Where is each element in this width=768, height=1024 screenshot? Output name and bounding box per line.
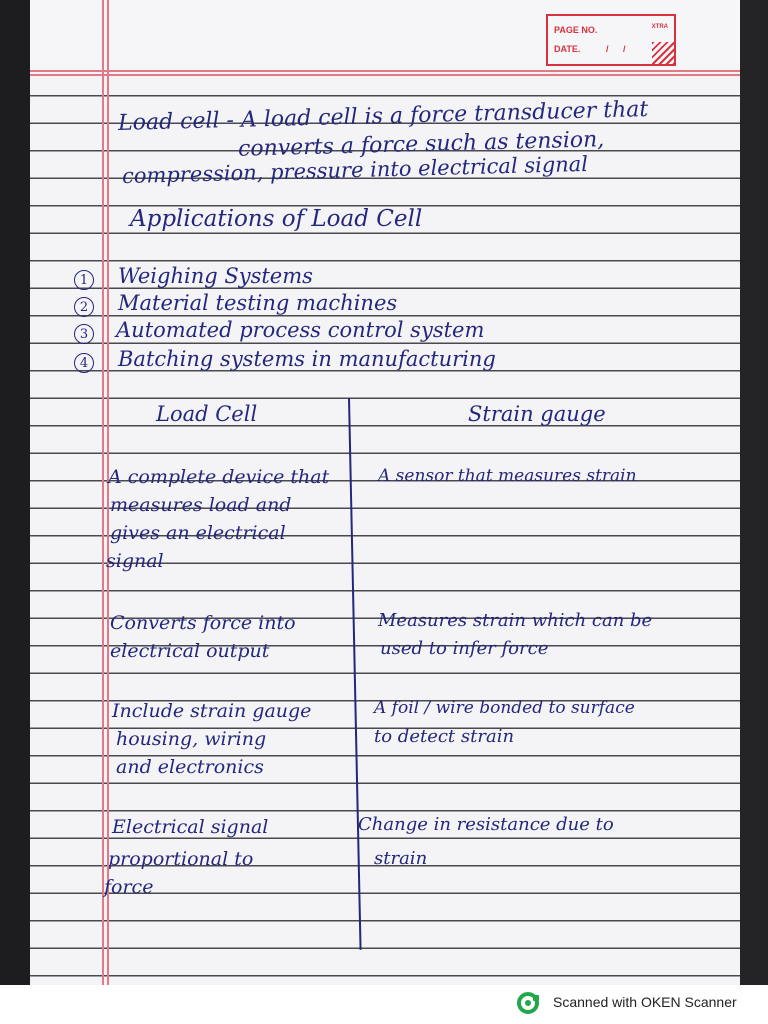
header-line [30, 70, 740, 72]
load-cell-cell-line: Electrical signal [112, 816, 269, 838]
scanner-watermark-text: Scanned with OKEN Scanner [553, 994, 737, 1010]
load-cell-cell-line: housing, wiring [116, 728, 267, 750]
strain-gauge-cell-line: to detect strain [374, 726, 515, 747]
list-number: 3 [74, 324, 94, 344]
strain-gauge-cell-line: A sensor that measures strain [378, 466, 637, 486]
load-cell-cell-line: force [104, 876, 154, 898]
header-line [30, 74, 740, 76]
application-item: Automated process control system [116, 318, 485, 342]
load-cell-cell-line: gives an electrical [110, 522, 286, 544]
strain-gauge-cell-line: Change in resistance due to [358, 814, 614, 835]
margin-line [102, 0, 104, 985]
brand-mark: XTRA [651, 24, 668, 30]
applications-heading: Applications of Load Cell [130, 206, 423, 232]
definition-line-1: Load cell - A load cell is a force transducer that [117, 97, 649, 136]
scanner-footer [0, 985, 768, 1024]
date-label: DATE. [554, 44, 581, 54]
scan-edge-left [0, 0, 30, 985]
application-item: Batching systems in manufacturing [118, 347, 496, 371]
application-item: Material testing machines [118, 291, 398, 315]
application-item: Weighing Systems [118, 264, 313, 288]
strain-gauge-cell-line: Measures strain which can be [378, 610, 653, 631]
margin-line [107, 0, 109, 985]
strain-gauge-cell-line: A foil / wire bonded to surface [374, 698, 635, 718]
list-number: 1 [74, 270, 94, 290]
load-cell-cell-line: A complete device that [108, 466, 330, 488]
load-cell-cell-line: signal [106, 550, 164, 572]
definition-line-2: converts a force such as tension, [237, 127, 605, 162]
notebook-page [30, 0, 740, 985]
strain-gauge-cell-line: strain [374, 848, 428, 869]
oken-scanner-logo-icon [517, 992, 541, 1014]
definition-line-3: compression, pressure into electrical signal [121, 151, 589, 189]
page-no-label: PAGE NO. [554, 25, 598, 35]
date-value: / / [606, 44, 632, 54]
load-cell-cell-line: proportional to [108, 848, 254, 870]
column-header-strain-gauge: Strain gauge [468, 402, 606, 426]
load-cell-cell-line: Include strain gauge [112, 700, 312, 722]
list-number: 2 [74, 297, 94, 317]
table-column-divider [348, 398, 362, 950]
stairs-decoration [652, 42, 674, 64]
scan-edge-right [740, 0, 768, 985]
column-header-load-cell: Load Cell [156, 402, 258, 426]
load-cell-cell-line: Converts force into [110, 612, 296, 634]
load-cell-cell-line: and electronics [116, 756, 264, 778]
strain-gauge-cell-line: used to infer force [380, 638, 549, 659]
page-date-box [546, 14, 676, 66]
load-cell-cell-line: measures load and [110, 494, 292, 516]
load-cell-cell-line: electrical output [110, 640, 270, 662]
list-number: 4 [74, 353, 94, 373]
